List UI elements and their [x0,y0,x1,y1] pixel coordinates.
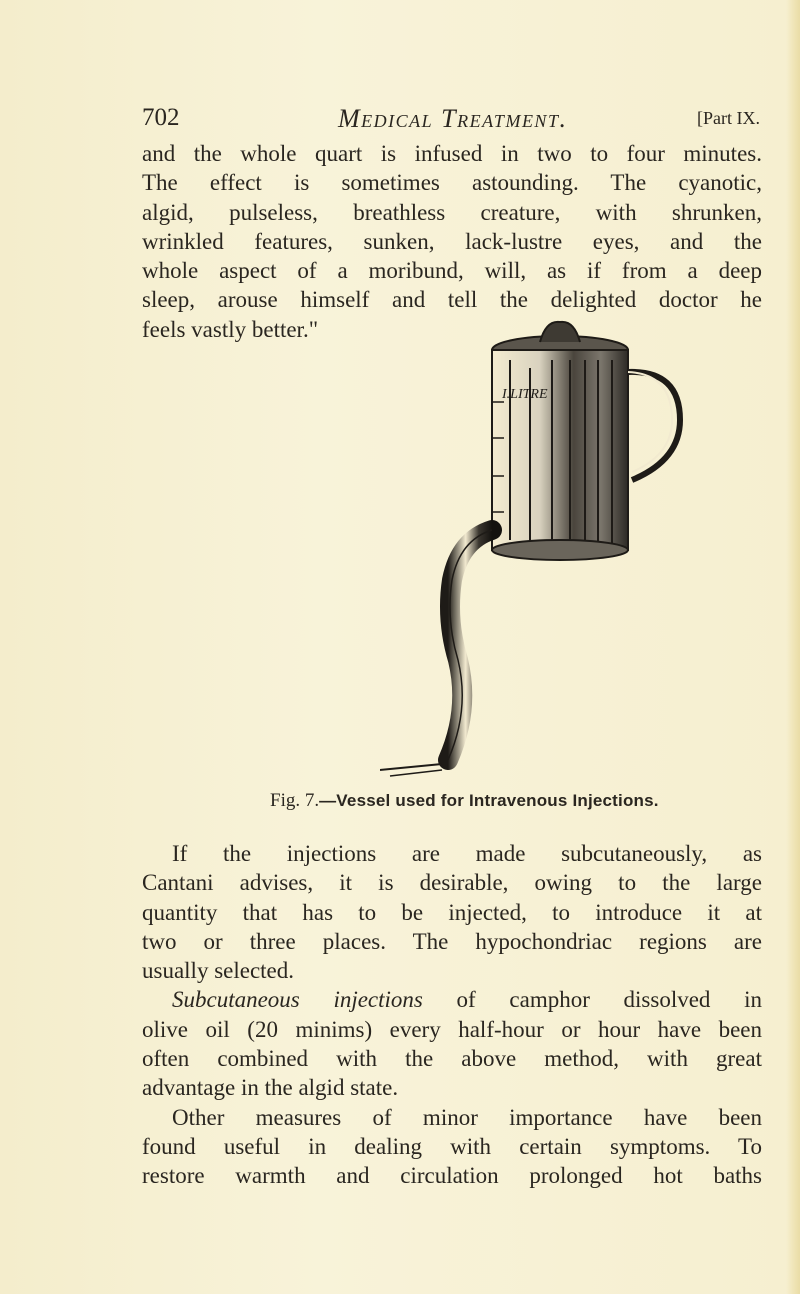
text-fragment: of camphor dissolved in [422,987,763,1013]
text-line: sleep, arouse himself and tell the delighted doctor he [142,287,762,313]
text-line: The effect is sometimes astounding. The cyanotic, [142,170,762,196]
text-line: restore warmth and circulation prolonged hot baths [142,1163,762,1189]
italic-lead: Subcutaneous injections [172,987,423,1013]
text-line: algid, pulseless, breathless creature, with shrunken, [142,199,762,225]
text-line: Other measures of minor importance have been [172,1104,762,1130]
figure-caption [270,790,659,812]
part-label: [Part IX. [697,108,760,128]
text-line: found useful in dealing with certain symptoms. To [142,1133,762,1159]
paragraph-3-first-line [142,985,762,1014]
text-line: two or three places. The hypochondriac regions are [142,928,762,954]
running-title: Medical Treatment. [338,104,568,133]
vessel-figure [380,290,710,785]
paragraph-2 [142,839,762,1191]
text-line: feels vastly better." [142,316,319,342]
text-line: If the injections are made subcutaneously, as [172,841,762,866]
page-edge [786,0,800,1294]
figure-caption-text: —Vessel used for Intravenous Injections. [319,791,659,810]
text-line: wrinkled features, sunken, lack-lustre eyes, and the [142,228,762,254]
vessel-label: I.LITRE [502,387,548,402]
text-line: and the whole quart is infused in two to four minutes. [142,141,762,166]
text-line: often combined with the above method, with great [142,1046,762,1072]
text-line: Cantani advises, it is desirable, owing to the large [142,870,762,896]
running-header [142,104,760,134]
vessel-illustration [380,290,710,785]
text-line: usually selected. [142,958,295,984]
text-line: olive oil (20 minims) every half-hour or hour have been [142,1016,762,1042]
text-line: whole aspect of a moribund, will, as if from a deep [142,258,762,284]
page-number: 702 [142,104,180,131]
figure-number: Fig. 7. [270,790,320,811]
text-line: advantage in the algid state. [142,1075,399,1101]
text-line: quantity that has to be injected, to introduce it at [142,899,762,925]
